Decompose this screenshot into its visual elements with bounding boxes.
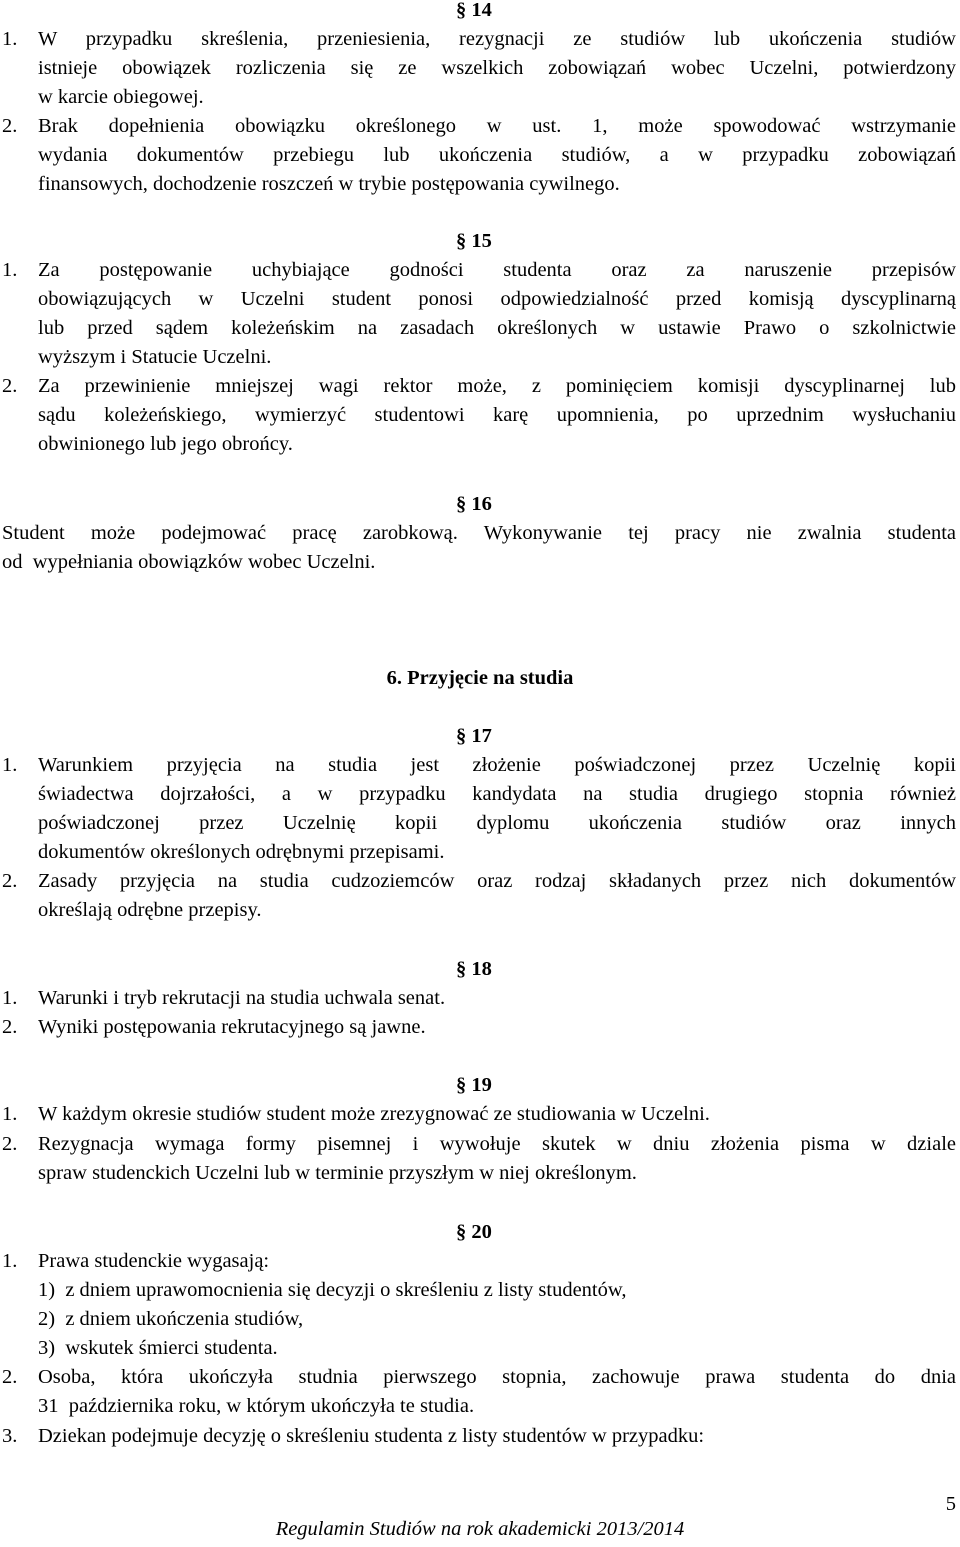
s19-p2-line1: Rezygnacja wymaga formy pisemnej i wywołuje skutek w dniu złożenia pisma w dziale xyxy=(38,1133,956,1155)
s16-line2: od wypełniania obowiązków wobec Uczelni. xyxy=(2,551,376,573)
s17-p1-number: 1. xyxy=(2,754,18,776)
section-16-heading: § 16 xyxy=(456,493,492,515)
section-20-heading: § 20 xyxy=(456,1221,492,1243)
s15-p1-line1: Za postępowanie uchybiające godności studenta oraz za naruszenie przepisów xyxy=(38,259,956,281)
s15-p2-line2: sądu koleżeńskiego, wymierzyć studentowi karę upomnienia, po uprzednim wysłuchaniu xyxy=(38,404,956,426)
s15-p2-number: 2. xyxy=(2,375,18,397)
s15-p1-line4: wyższym i Statucie Uczelni. xyxy=(38,346,272,368)
s15-p2-line3: obwinionego lub jego obrońcy. xyxy=(38,433,293,455)
s20-p3-line1: Dziekan podejmuje decyzję o skreśleniu studenta z listy studentów w przypadku: xyxy=(38,1425,705,1447)
s14-p2-line1: Brak dopełnienia obowiązku określonego w ust. 1, może spowodować wstrzymanie xyxy=(38,115,956,137)
s20-list-item-3: 3) wskutek śmierci studenta. xyxy=(38,1337,278,1359)
s17-p1-line4: dokumentów określonych odrębnymi przepisami. xyxy=(38,841,445,863)
s14-p1-line3: w karcie obiegowej. xyxy=(38,86,204,108)
s14-p2-line2: wydania dokumentów przebiegu lub ukończenia studiów, a w przypadku zobowiązań xyxy=(38,144,956,166)
section-14-heading: § 14 xyxy=(456,0,492,21)
s20-p1-line1: Prawa studenckie wygasają: xyxy=(38,1250,270,1272)
s20-p2-line1: Osoba, która ukończyła studnia pierwszego stopnia, zachowuje prawa studenta do dnia xyxy=(38,1366,956,1388)
s19-p1-line1: W każdym okresie studiów student może zrezygnować ze studiowania w Uczelni. xyxy=(38,1103,710,1125)
page-footer: Regulamin Studiów na rok akademicki 2013/2014 xyxy=(275,1518,685,1540)
page-number: 5 xyxy=(945,1493,956,1515)
s19-p2-number: 2. xyxy=(2,1133,18,1155)
s20-p2-line2: 31 października roku, w którym ukończyła te studia. xyxy=(38,1395,475,1417)
s20-p1-number: 1. xyxy=(2,1250,18,1272)
s18-p2-line1: Wyniki postępowania rekrutacyjnego są jawne. xyxy=(38,1016,426,1038)
s17-p1-line1: Warunkiem przyjęcia na studia jest złożenie poświadczonej przez Uczelnię kopii xyxy=(38,754,956,776)
s19-p2-line2: spraw studenckich Uczelni lub w terminie przyszłym w niej określonym. xyxy=(38,1162,637,1184)
s15-p2-line1: Za przewinienie mniejszej wagi rektor może, z pominięciem komisji dyscyplinarnej lub xyxy=(38,375,956,397)
s18-p1-line1: Warunki i tryb rekrutacji na studia uchwala senat. xyxy=(38,987,446,1009)
s14-p1-number: 1. xyxy=(2,28,18,50)
section-18-heading: § 18 xyxy=(456,958,492,980)
s17-p1-line2: świadectwa dojrzałości, a w przypadku kandydata na studia drugiego stopnia również xyxy=(38,783,956,805)
s20-list-item-2: 2) z dniem ukończenia studiów, xyxy=(38,1308,304,1330)
s14-p2-line3: finansowych, dochodzenie roszczeń w trybie postępowania cywilnego. xyxy=(38,173,620,195)
s15-p1-number: 1. xyxy=(2,259,18,281)
s20-p2-number: 2. xyxy=(2,1366,18,1388)
s14-p2-number: 2. xyxy=(2,115,18,137)
s14-p1-line2: istnieje obowiązek rozliczenia się ze wszelkich zobowiązań wobec Uczelni, potwierdzony xyxy=(38,57,956,79)
s17-p1-line3: poświadczonej przez Uczelnię kopii dyplomu ukończenia studiów oraz innych xyxy=(38,812,956,834)
chapter-title: 6. Przyjęcie na studia xyxy=(386,667,574,689)
s14-p1-line1: W przypadku skreślenia, przeniesienia, rezygnacji ze studiów lub ukończenia studiów xyxy=(38,28,956,50)
s16-line1: Student może podejmować pracę zarobkową. Wykonywanie tej pracy nie zwalnia studenta xyxy=(2,522,956,544)
s15-p1-line2: obowiązujących w Uczelni student ponosi odpowiedzialność przed komisją dyscyplinarną xyxy=(38,288,956,310)
s20-list-item-1: 1) z dniem uprawomocnienia się decyzji o skreśleniu z listy studentów, xyxy=(38,1279,627,1301)
section-15-heading: § 15 xyxy=(456,230,492,252)
s17-p2-number: 2. xyxy=(2,870,18,892)
section-19-heading: § 19 xyxy=(456,1074,492,1096)
s18-p1-number: 1. xyxy=(2,987,18,1009)
section-17-heading: § 17 xyxy=(456,725,492,747)
s15-p1-line3: lub przed sądem koleżeńskim na zasadach określonych w ustawie Prawo o szkolnictwie xyxy=(38,317,956,339)
s17-p2-line2: określają odrębne przepisy. xyxy=(38,899,262,921)
s18-p2-number: 2. xyxy=(2,1016,18,1038)
s17-p2-line1: Zasady przyjęcia na studia cudzoziemców oraz rodzaj składanych przez nich dokumentów xyxy=(38,870,956,892)
s19-p1-number: 1. xyxy=(2,1103,18,1125)
s20-p3-number: 3. xyxy=(2,1425,18,1447)
